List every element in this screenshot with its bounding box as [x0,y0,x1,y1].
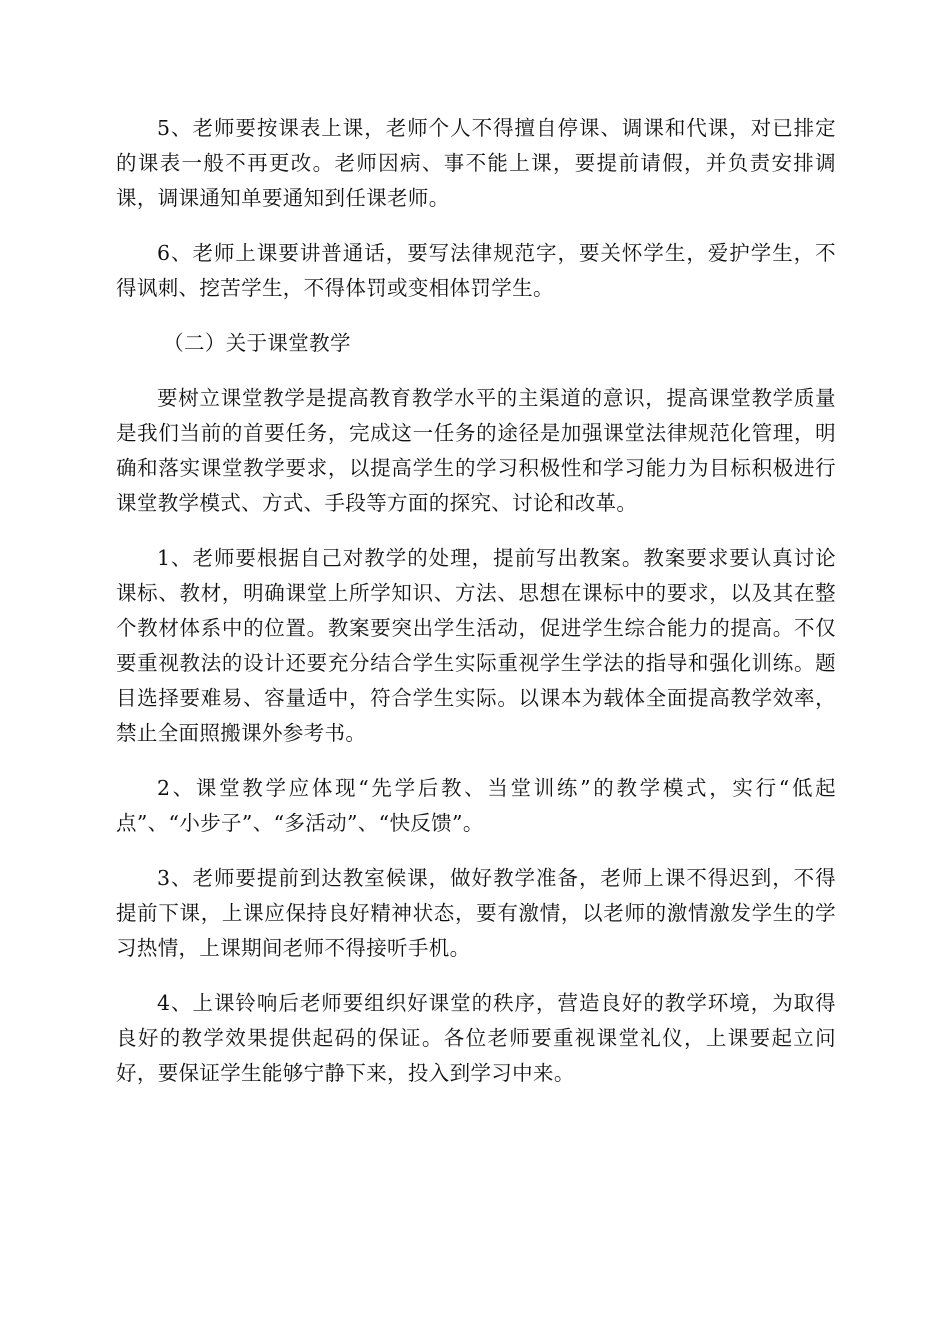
paragraph-item-3: 3、老师要提前到达教室候课，做好教学准备，老师上课不得迟到，不得提前下课，上课应保持良好精神状态，要有激情，以老师的激情激发学生的学习热情，上课期间老师不得接听手机。 [116,866,836,960]
paragraph-item-6: 6、老师上课要讲普通话，要写法律规范字，要关怀学生，爱护学生，不得讽刺、挖苦学生，不得体罚或变相体罚学生。 [116,241,836,300]
document-body [116,111,836,1091]
paragraph-item-5: 5、老师要按课表上课，老师个人不得擅自停课、调课和代课，对已排定的课表一般不再更改。老师因病、事不能上课，要提前请假，并负责安排调课，调课通知单要通知到任课老师。 [116,116,836,210]
paragraph-intro: 要树立课堂教学是提高教育教学水平的主渠道的意识，提高课堂教学质量是我们当前的首要任务，完成这一任务的途径是加强课堂法律规范化管理，明确和落实课堂教学要求，以提高学生的学习积极性和学习能力为目标积极进行课堂教学模式、方式、手段等方面的探究、讨论和改革。 [116,386,836,515]
paragraph-item-4: 4、上课铃响后老师要组织好课堂的秩序，营造良好的教学环境，为取得良好的教学效果提供起码的保证。各位老师要重视课堂礼仪，上课要起立问好，要保证学生能够宁静下来，投入到学习中来。 [116,991,836,1085]
section-heading-classroom-teaching: （二）关于课堂教学 [163,331,351,355]
paragraph-item-1: 1、老师要根据自己对教学的处理，提前写出教案。教案要求要认真讨论课标、教材，明确课堂上所学知识、方法、思想在课标中的要求，以及其在整个教材体系中的位置。教案要突出学生活动，促进学生综合能力的提高。不仅要重视教法的设计还要充分结合学生实际重视学生学法的指导和强化训练。题目选择要难易、容量适中，符合学生实际。以课本为载体全面提高教学效率，禁止全面照搬课外参考书。 [116,546,836,745]
paragraph-item-2: 2、课堂教学应体现“先学后教、当堂训练”的教学模式，实行“低起点”、“小步子”、“多活动”、“快反馈”。 [116,776,836,835]
